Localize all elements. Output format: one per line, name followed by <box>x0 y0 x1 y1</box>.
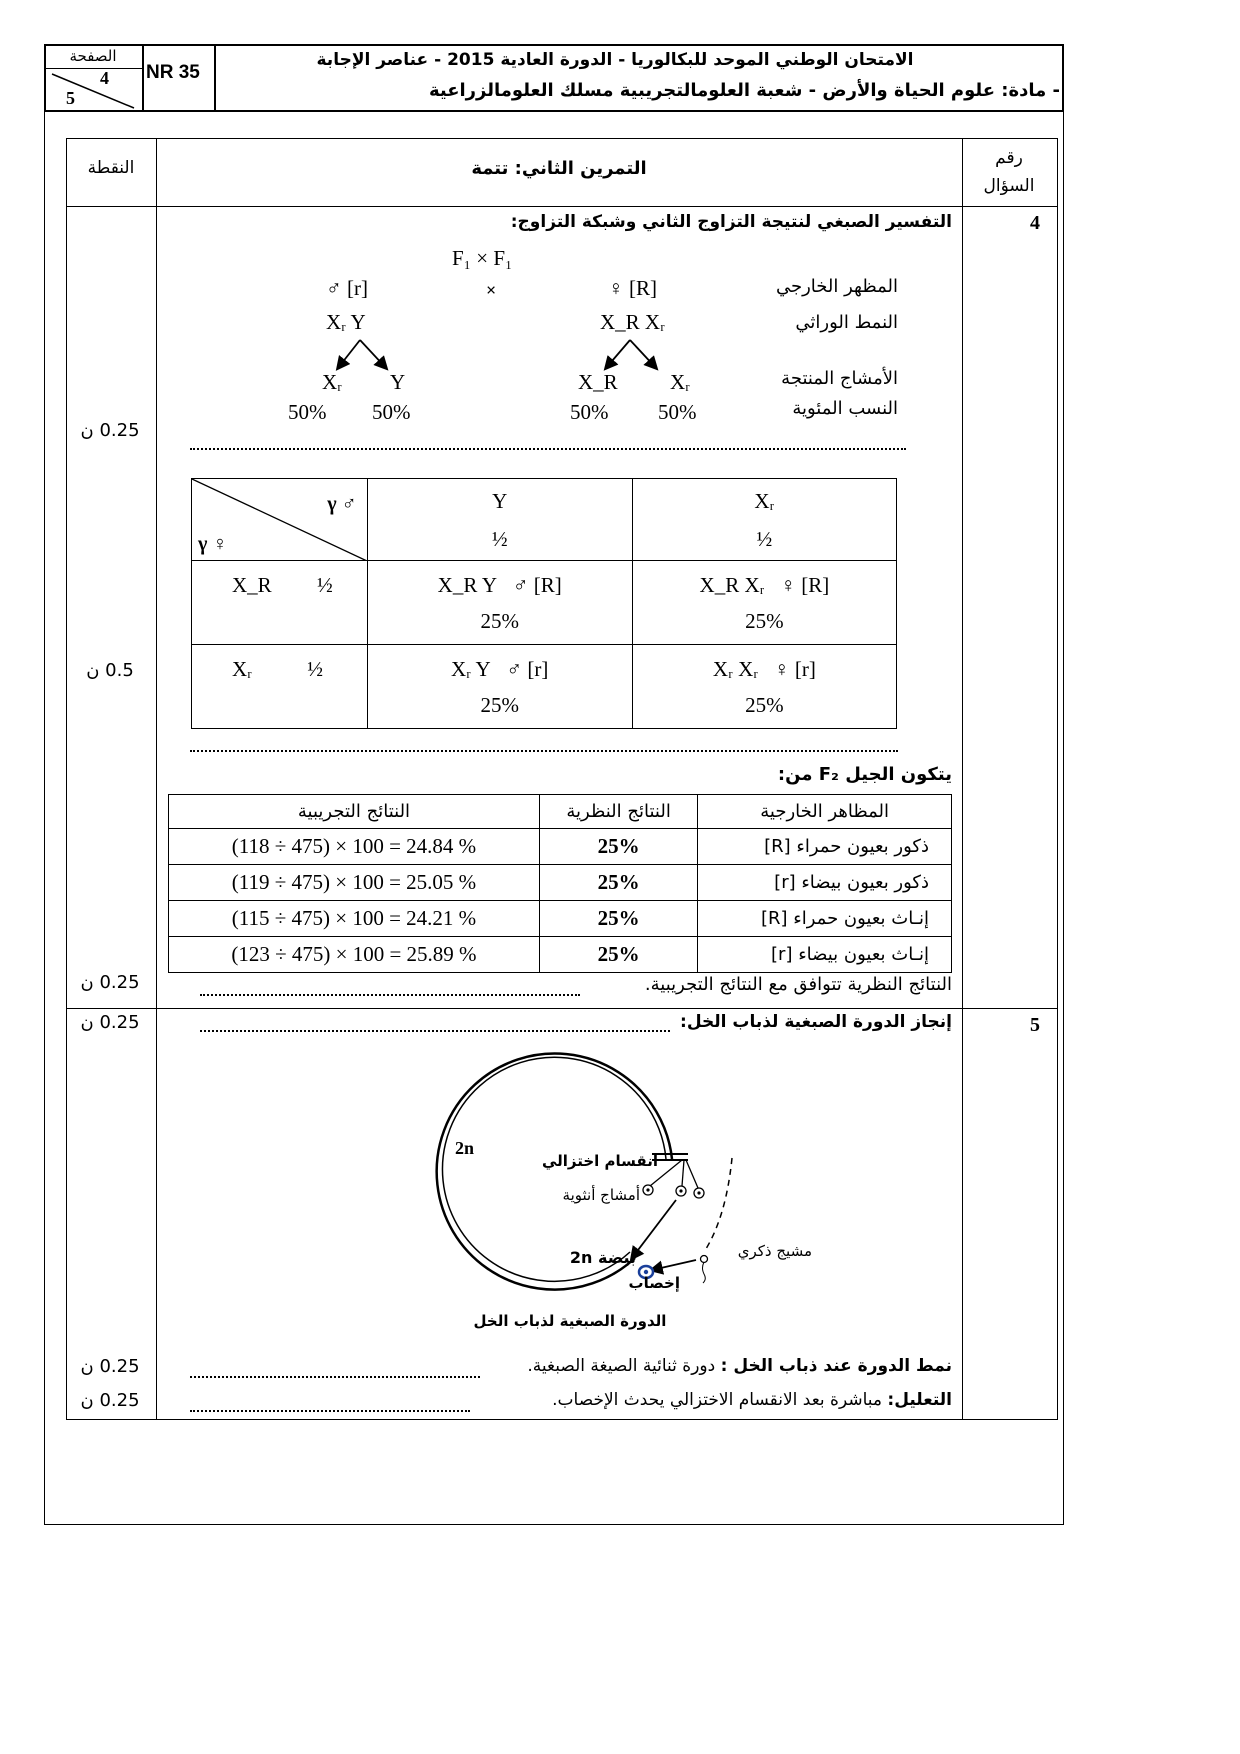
female-gamete-xr: Xᵣ <box>670 370 690 394</box>
f2-title: يتكون الجيل F₂ من: <box>777 764 952 785</box>
cross-f1: F₁ × F₁ <box>452 246 513 270</box>
f2-experimental: (119 ÷ 475) × 100 = 25.05 % <box>169 865 540 901</box>
col-gamete: Y <box>492 488 508 513</box>
sperm-icon <box>703 1262 706 1283</box>
question-number-4: 4 <box>1030 212 1040 234</box>
points-value: 0.25 ن <box>80 1390 140 1411</box>
page-diagonal <box>44 68 142 112</box>
f2-header: النتائج النظرية <box>539 795 697 829</box>
cell-genotype: X_R Xᵣ <box>699 572 765 597</box>
percent: 50% <box>372 400 411 424</box>
female-gamete-icon <box>679 1189 682 1192</box>
percent: 50% <box>288 400 327 424</box>
header-divider <box>214 44 216 112</box>
question-column-rule <box>962 138 963 1420</box>
female-gamete-xR: X_R <box>578 370 618 394</box>
f2-table <box>168 794 952 973</box>
sperm-icon <box>701 1256 708 1263</box>
gamete-line <box>682 1160 684 1186</box>
points-value: 0.25 ن <box>80 1012 140 1033</box>
points-column-rule <box>156 138 157 1420</box>
female-phenotype: ♀ [R] <box>608 276 657 300</box>
label-female-gametes: أمشاج أنثوية <box>562 1186 640 1204</box>
f2-conclusion: النتائج النظرية تتوافق مع النتائج التجريبية. <box>644 974 952 995</box>
punnett-corner <box>192 479 368 561</box>
f2-phenotype: إنـاث بعيون بيضاء [r] <box>698 937 952 973</box>
reason-label: التعليل: <box>887 1390 952 1410</box>
page-frame-bottom <box>44 1524 1064 1525</box>
male-gamete-y: Y <box>390 370 406 394</box>
punnett-cell <box>367 561 632 645</box>
label-gametes: الأمشاج المنتجة <box>781 368 898 389</box>
col-gamete: Xᵣ <box>754 488 775 513</box>
label-fertilization: إخصاب <box>628 1274 680 1292</box>
f2-theory: 25% <box>539 829 697 865</box>
f2-experimental: (123 ÷ 475) × 100 = 25.89 % <box>169 937 540 973</box>
label-male-gamete: مشيج ذكري <box>737 1242 812 1260</box>
cell-phenotype: ♂ [R] <box>512 572 562 597</box>
row-frequency: ½ <box>307 657 323 681</box>
male-gamete-path <box>704 1158 732 1252</box>
header-line-2: - مادة: علوم الحياة والأرض - شعبة العلومالتجريبية مسلك العلومالزراعية <box>428 80 1060 101</box>
page-frame-left <box>44 112 45 1524</box>
cell-percent: 25% <box>745 692 784 717</box>
page-label: الصفحة <box>69 47 117 65</box>
cell-percent: 25% <box>480 608 519 633</box>
male-gamete-label: γ ♂ <box>327 493 357 515</box>
punnett-cell <box>367 645 632 729</box>
male-gamete-xr: Xᵣ <box>322 370 342 394</box>
f2-phenotype: إنـاث بعيون حمراء [R] <box>698 901 952 937</box>
col-frequency: ½ <box>756 526 773 551</box>
label-genotype: النمط الوراثي <box>795 312 898 333</box>
f2-experimental: (118 ÷ 475) × 100 = 24.84 % <box>169 829 540 865</box>
f2-theory: 25% <box>539 937 697 973</box>
row-gamete: Xᵣ <box>232 657 252 681</box>
page-number: 4 <box>100 68 109 88</box>
f2-header: المظاهر الخارجية <box>698 795 952 829</box>
col-frequency: ½ <box>491 526 508 551</box>
punnett-square <box>191 478 897 729</box>
dotted-line <box>190 448 906 450</box>
cell-genotype: X_R Y <box>437 572 497 597</box>
label-2n: 2n <box>455 1138 475 1158</box>
page-total: 5 <box>66 88 75 108</box>
cell-phenotype: ♂ [r] <box>506 656 549 681</box>
cell-phenotype: ♀ [R] <box>780 572 830 597</box>
punnett-row-xr <box>192 645 368 729</box>
female-genotype: X_R Xᵣ <box>600 310 665 334</box>
cell-genotype: Xᵣ Xᵣ <box>712 656 759 681</box>
dotted-line <box>200 1030 670 1032</box>
row-frequency: ½ <box>316 573 333 597</box>
points-value: 0.25 ن <box>80 972 140 993</box>
female-gamete-label: γ ♀ <box>198 533 228 555</box>
cycle-type-label: نمط الدورة عند ذباب الخل : <box>720 1356 952 1376</box>
percent: 50% <box>570 400 609 424</box>
q5-title: إنجاز الدورة الصبغية لذباب الخل: <box>680 1012 952 1032</box>
gamete-arrows <box>320 336 720 376</box>
gamete-line <box>686 1160 698 1188</box>
row-gamete: X_R <box>232 573 272 597</box>
dotted-line <box>200 994 580 996</box>
points-header: النقطة <box>87 158 135 178</box>
cycle-type-line <box>480 1356 952 1376</box>
label-percent: النسب المئوية <box>792 398 898 419</box>
f2-phenotype: ذكور بعيون بيضاء [r] <box>698 865 952 901</box>
question-number-5: 5 <box>1030 1014 1040 1036</box>
label-egg: بيضة 2n <box>569 1248 636 1267</box>
punnett-row-xR <box>192 561 368 645</box>
label-phenotype: المظهر الخارجي <box>775 276 898 297</box>
f2-theory: 25% <box>539 901 697 937</box>
punnett-cell <box>632 645 896 729</box>
dotted-line <box>190 1410 470 1412</box>
exam-code: NR 35 <box>146 62 200 83</box>
header-line-1: الامتحان الوطني الموحد للبكالوريا - الدورة العادية 2015 - عناصر الإجابة <box>316 50 914 70</box>
question-header <box>966 144 1052 200</box>
diagram-caption: الدورة الصبغية لذباب الخل <box>473 1312 667 1330</box>
header-divider <box>142 44 144 112</box>
f2-theory: 25% <box>539 865 697 901</box>
male-genotype: Xᵣ Y <box>326 310 366 334</box>
question-header-line2: السؤال <box>983 176 1035 196</box>
reason-line <box>470 1390 952 1410</box>
cell-percent: 25% <box>745 608 784 633</box>
f2-phenotype: ذكور بعيون حمراء [R] <box>698 829 952 865</box>
f2-header: النتائج التجريبية <box>169 795 540 829</box>
label-meiosis: انقسام اختزالي <box>541 1152 658 1170</box>
exercise-title: التمرين الثاني: تتمة <box>471 158 647 179</box>
percent: 50% <box>658 400 697 424</box>
dotted-line <box>190 750 898 752</box>
female-gamete-icon <box>697 1191 700 1194</box>
cross-sign: × <box>486 280 497 300</box>
cell-percent: 25% <box>480 692 519 717</box>
cycle-type-value: دورة ثنائية الصيغة الصبغية. <box>527 1356 721 1376</box>
points-value: 0.25 ن <box>80 1356 140 1377</box>
dotted-line <box>190 1376 480 1378</box>
table-head-rule <box>66 206 1058 207</box>
reason-value: مباشرة بعد الانقسام الاختزالي يحدث الإخصاب. <box>552 1390 888 1410</box>
page-frame-right <box>1063 112 1064 1524</box>
q4-q5-separator <box>66 1008 1058 1009</box>
sperm-to-egg-arrow <box>652 1260 696 1270</box>
f2-experimental: (115 ÷ 475) × 100 = 24.21 % <box>169 901 540 937</box>
female-gamete-icon <box>646 1188 649 1191</box>
male-phenotype: ♂ [r] <box>326 276 368 300</box>
punnett-cell <box>632 561 896 645</box>
punnett-col-y <box>367 479 632 561</box>
cell-phenotype: ♀ [r] <box>773 656 816 681</box>
points-value: 0.5 ن <box>86 660 134 681</box>
points-value: 0.25 ن <box>80 420 140 441</box>
question-header-line1: رقم <box>995 148 1023 168</box>
cell-genotype: Xᵣ Y <box>451 656 491 681</box>
q4-title: التفسير الصبغي لنتيجة التزاوج الثاني وشبكة التزاوج: <box>510 212 952 232</box>
punnett-col-xr <box>632 479 896 561</box>
gamete-to-egg-arrow <box>632 1200 676 1258</box>
